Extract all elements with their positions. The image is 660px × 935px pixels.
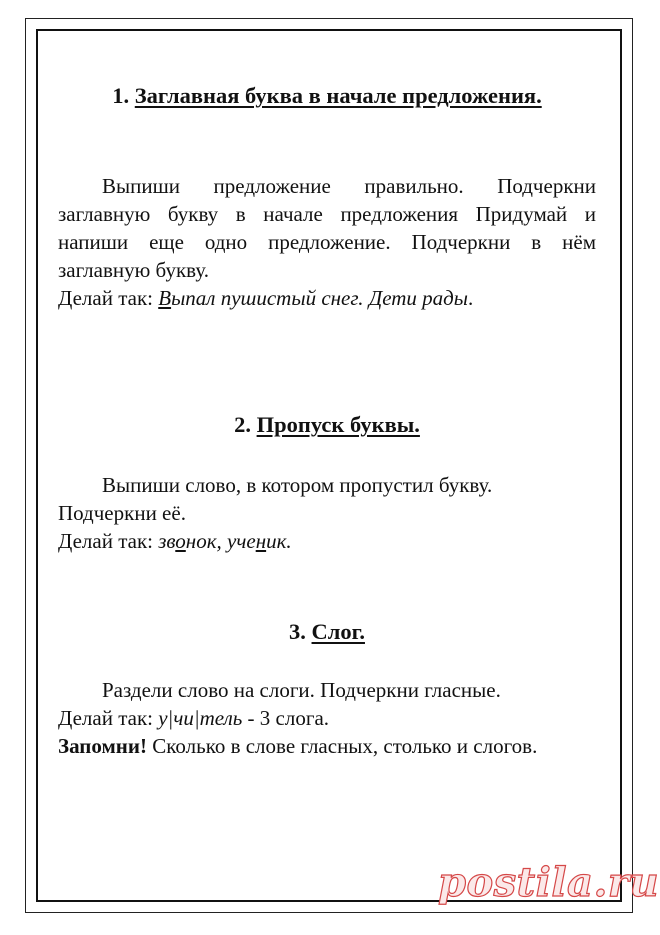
section-2-title: Пропуск буквы.	[256, 412, 420, 437]
section-3-number: 3.	[289, 619, 306, 644]
section-1-body	[58, 172, 596, 312]
section-2-body	[58, 471, 596, 555]
section-1-example-text: Выпал пушистый снег. Дети рады	[158, 286, 468, 310]
remember-text: Сколько в слове гласных, столько и слогов.	[152, 734, 538, 758]
section-3-example-label: Делай так:	[58, 706, 153, 730]
section-1-number: 1.	[112, 83, 130, 108]
section-2-example	[58, 527, 596, 555]
remember-label: Запомни!	[58, 734, 148, 758]
section-3-instruction: Раздели слово на слоги. Подчеркни гласные.	[102, 678, 501, 702]
section-2-number: 2.	[234, 412, 251, 437]
section-3-remember	[58, 732, 596, 760]
section-3-title: Слог.	[311, 619, 365, 644]
section-2-instruction-line2: Подчеркни её.	[58, 501, 186, 525]
section-2-instruction-line1: Выпиши слово, в котором пропустил букву.	[102, 473, 493, 497]
section-2-heading	[58, 410, 596, 440]
section-3-example-suffix: - 3 слога.	[247, 706, 330, 730]
watermark-logo: postila.ru	[438, 859, 660, 906]
section-1-title: Заглавная буква в начале предложения.	[134, 83, 542, 108]
section-1-example: Делай так: Выпал пушистый снег. Дети рады.	[58, 286, 474, 310]
page-border-inner	[36, 29, 622, 902]
section-3-example	[58, 704, 596, 732]
section-2-example-label: Делай так:	[58, 529, 153, 553]
section-3-body	[58, 676, 596, 760]
section-3-heading	[58, 617, 596, 647]
section-1-example-label: Делай так:	[58, 286, 153, 310]
section-3-example-word: у|чи|тель	[158, 706, 243, 730]
section-2-example-text: звонок, ученик.	[158, 529, 292, 553]
section-1-heading	[58, 81, 596, 111]
section-1-instruction: Выпиши предложение правильно. Подчеркни заглавную букву в начале предложения Придумай и напиши еще одно предложение. Подчеркни в нём заглавную букву.	[58, 174, 596, 282]
